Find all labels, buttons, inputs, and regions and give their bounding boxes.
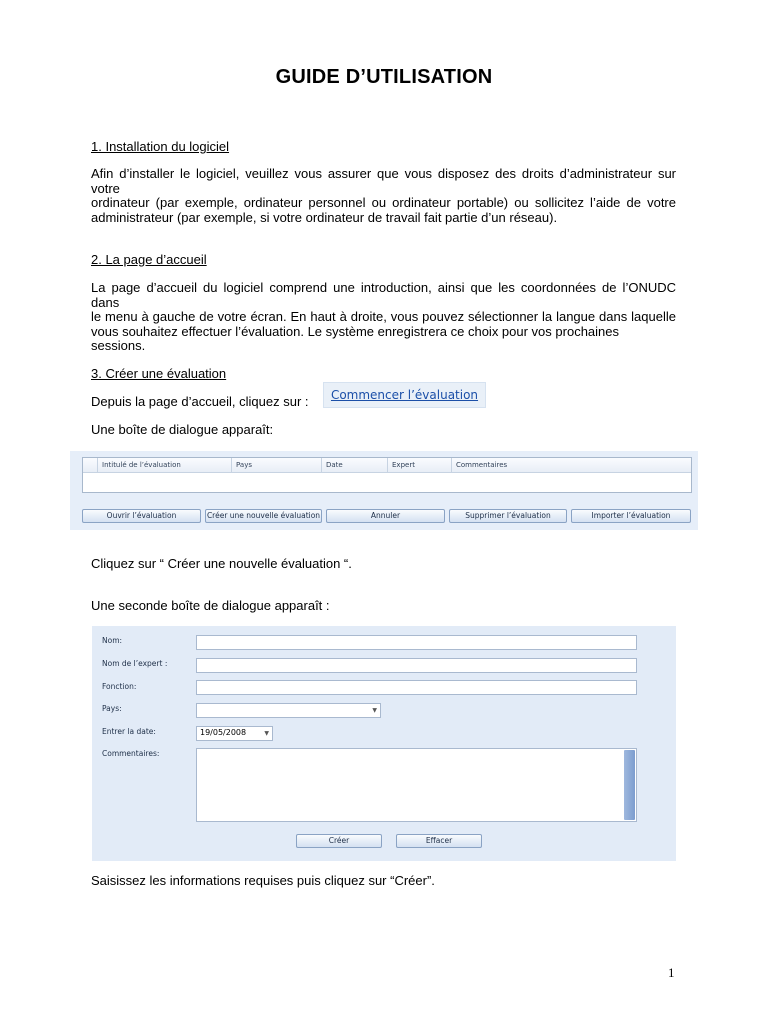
- second-dialog-text: Une seconde boîte de dialogue apparaît :: [91, 598, 330, 613]
- table-header: [83, 458, 691, 473]
- chevron-down-icon[interactable]: ▼: [372, 707, 377, 714]
- column-header-title[interactable]: Intitulé de l’évaluation: [97, 458, 231, 472]
- column-header-country[interactable]: Pays: [231, 458, 321, 472]
- create-button[interactable]: Créer: [296, 834, 382, 848]
- section-2-line: La page d’accueil du logiciel comprend une introduction, ainsi que les coordonnées de l’ONUDC dans: [91, 280, 676, 310]
- date-label: Entrer la date:: [102, 727, 156, 736]
- clear-button[interactable]: Effacer: [396, 834, 482, 848]
- function-label: Fonction:: [102, 682, 137, 691]
- function-input[interactable]: [196, 680, 637, 695]
- create-evaluation-button[interactable]: Créer une nouvelle évaluation: [205, 509, 322, 523]
- section-1-heading: 1. Installation du logiciel: [91, 139, 230, 154]
- delete-evaluation-button[interactable]: Supprimer l’évaluation: [449, 509, 567, 523]
- section-1-line: ordinateur (par exemple, ordinateur personnel ou ordinateur portable) ou sollicitez l’aide de votre: [91, 195, 676, 210]
- country-label: Pays:: [102, 704, 122, 713]
- column-header-date[interactable]: Date: [321, 458, 387, 472]
- date-picker[interactable]: [196, 726, 273, 741]
- column-header-expert[interactable]: Expert: [387, 458, 451, 472]
- section-2-heading: 2. La page d’accueil: [91, 252, 207, 267]
- column-header-comments[interactable]: Commentaires: [451, 458, 691, 472]
- open-evaluation-button[interactable]: Ouvrir l’évaluation: [82, 509, 201, 523]
- name-label: Nom:: [102, 636, 123, 645]
- section-2-paragraph: [91, 281, 676, 354]
- name-input[interactable]: [196, 635, 637, 650]
- document-title: GUIDE D’UTILISATION: [275, 66, 493, 88]
- evaluation-table: [82, 457, 692, 493]
- evaluation-list-dialog: [70, 451, 698, 530]
- click-create-text: Cliquez sur “ Créer une nouvelle évaluation “.: [91, 556, 352, 571]
- dialog-appears-text: Une boîte de dialogue apparaît:: [91, 422, 274, 437]
- import-evaluation-button[interactable]: Importer l’évaluation: [571, 509, 691, 523]
- section-3-heading: 3. Créer une évaluation: [91, 366, 227, 381]
- new-evaluation-dialog: [92, 626, 676, 861]
- chevron-down-icon[interactable]: ▼: [264, 730, 269, 737]
- start-evaluation-link[interactable]: Commencer l’évaluation: [323, 382, 486, 408]
- page-number: 1: [668, 965, 675, 980]
- date-value: 19/05/2008: [200, 728, 247, 737]
- section-2-line: le menu à gauche de votre écran. En haut à droite, vous pouvez sélectionner la langue dans laquelle: [91, 309, 676, 324]
- expert-input[interactable]: [196, 658, 637, 673]
- section-1-paragraph: [91, 167, 676, 225]
- expert-label: Nom de l’expert :: [102, 659, 168, 668]
- row-selector-header: [83, 458, 97, 472]
- final-instruction-text: Saisissez les informations requises puis cliquez sur “Créer”.: [91, 873, 435, 888]
- comments-scrollbar[interactable]: [624, 750, 635, 820]
- section-1-line: Afin d’installer le logiciel, veuillez vous assurer que vous disposez des droits d’administrateur sur votre: [91, 166, 676, 196]
- cancel-button[interactable]: Annuler: [326, 509, 445, 523]
- section-1-line: administrateur (par exemple, si votre ordinateur de travail fait partie d’un réseau).: [91, 209, 558, 225]
- section-3-intro: Depuis la page d’accueil, cliquez sur :: [91, 394, 309, 409]
- comments-textarea[interactable]: [196, 748, 637, 822]
- country-select[interactable]: [196, 703, 381, 718]
- section-2-line: vous souhaitez effectuer l’évaluation. Le système enregistrera ce choix pour vos prochaines sessions.: [91, 323, 619, 353]
- comments-label: Commentaires:: [102, 749, 160, 758]
